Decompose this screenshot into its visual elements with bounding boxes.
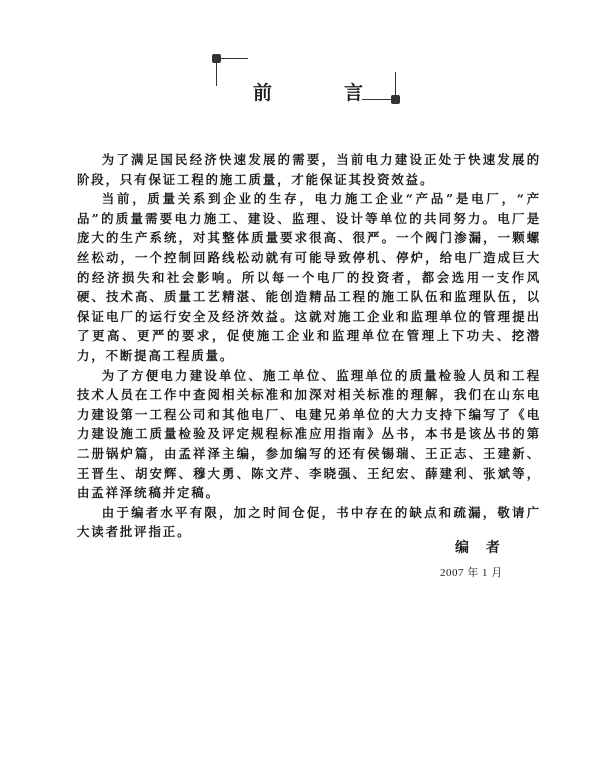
corner-line-bottom-right-horizontal [362,99,392,100]
body-text [77,150,541,542]
paragraph: 为了满足国民经济快速发展的需要，当前电力建设正处于快速发展的阶段，只有保证工程的施工质量，才能保证其投资效益。 [77,152,541,187]
paragraph: 由于编者水平有限，加之时间仓促，书中存在的缺点和疏漏，敬请广大读者批评指正。 [77,504,541,540]
page-title-char-1: 前 [253,82,273,104]
corner-mark-bottom-right [391,95,400,104]
signature: 编 者 [455,540,506,556]
date: 2007 年 1 月 [440,567,503,579]
paragraph: 当前，质量关系到企业的生存，电力施工企业“产品”是电厂，“产品”的质量需要电力施工、建设、监理、设计等单位的共同努力。电厂是庞大的生产系统，对其整体质量要求很高、很严。一个阀门渗漏，一颗螺丝松动，一个控制回路线松动就有可能导致停机、停炉，给电厂造成巨大的经济损失和社会影响。所以每一个电厂的投资者，都会选用一支作风硬、技术高、质量工艺精湛、能创造精品工程的施工队伍和监理队伍，以保证电厂的运行安全及经济效益。这就对施工企业和监理单位的管理提出了更高、更严的要求，促使施工企业和监理单位在管理上下功夫、挖潜力，不断提高工程质量。 [77,191,541,363]
corner-line-top-left-vertical [216,58,217,86]
page-title [253,78,363,105]
paragraph: 为了方便电力建设单位、施工单位、监理单位的质量检验人员和工程技术人员在工作中查阅相关标准和加深对相关标准的理解，我们在山东电力建设第一工程公司和其他电厂、电建兄弟单位的大力支持下编写了《电力建设施工质量检验及评定规程标准应用指南》丛书，本书是该丛书的第二册锅炉篇，由孟祥泽主编，参加编写的还有侯锡瑞、王正志、王建新、王晋生、胡安辉、穆大勇、陈文芹、李晓强、王纪宏、薛建利、张斌等，由孟祥泽统稿并定稿。 [77,367,541,501]
corner-line-top-left-horizontal [218,58,248,59]
page-title-char-2: 言 [343,82,363,104]
